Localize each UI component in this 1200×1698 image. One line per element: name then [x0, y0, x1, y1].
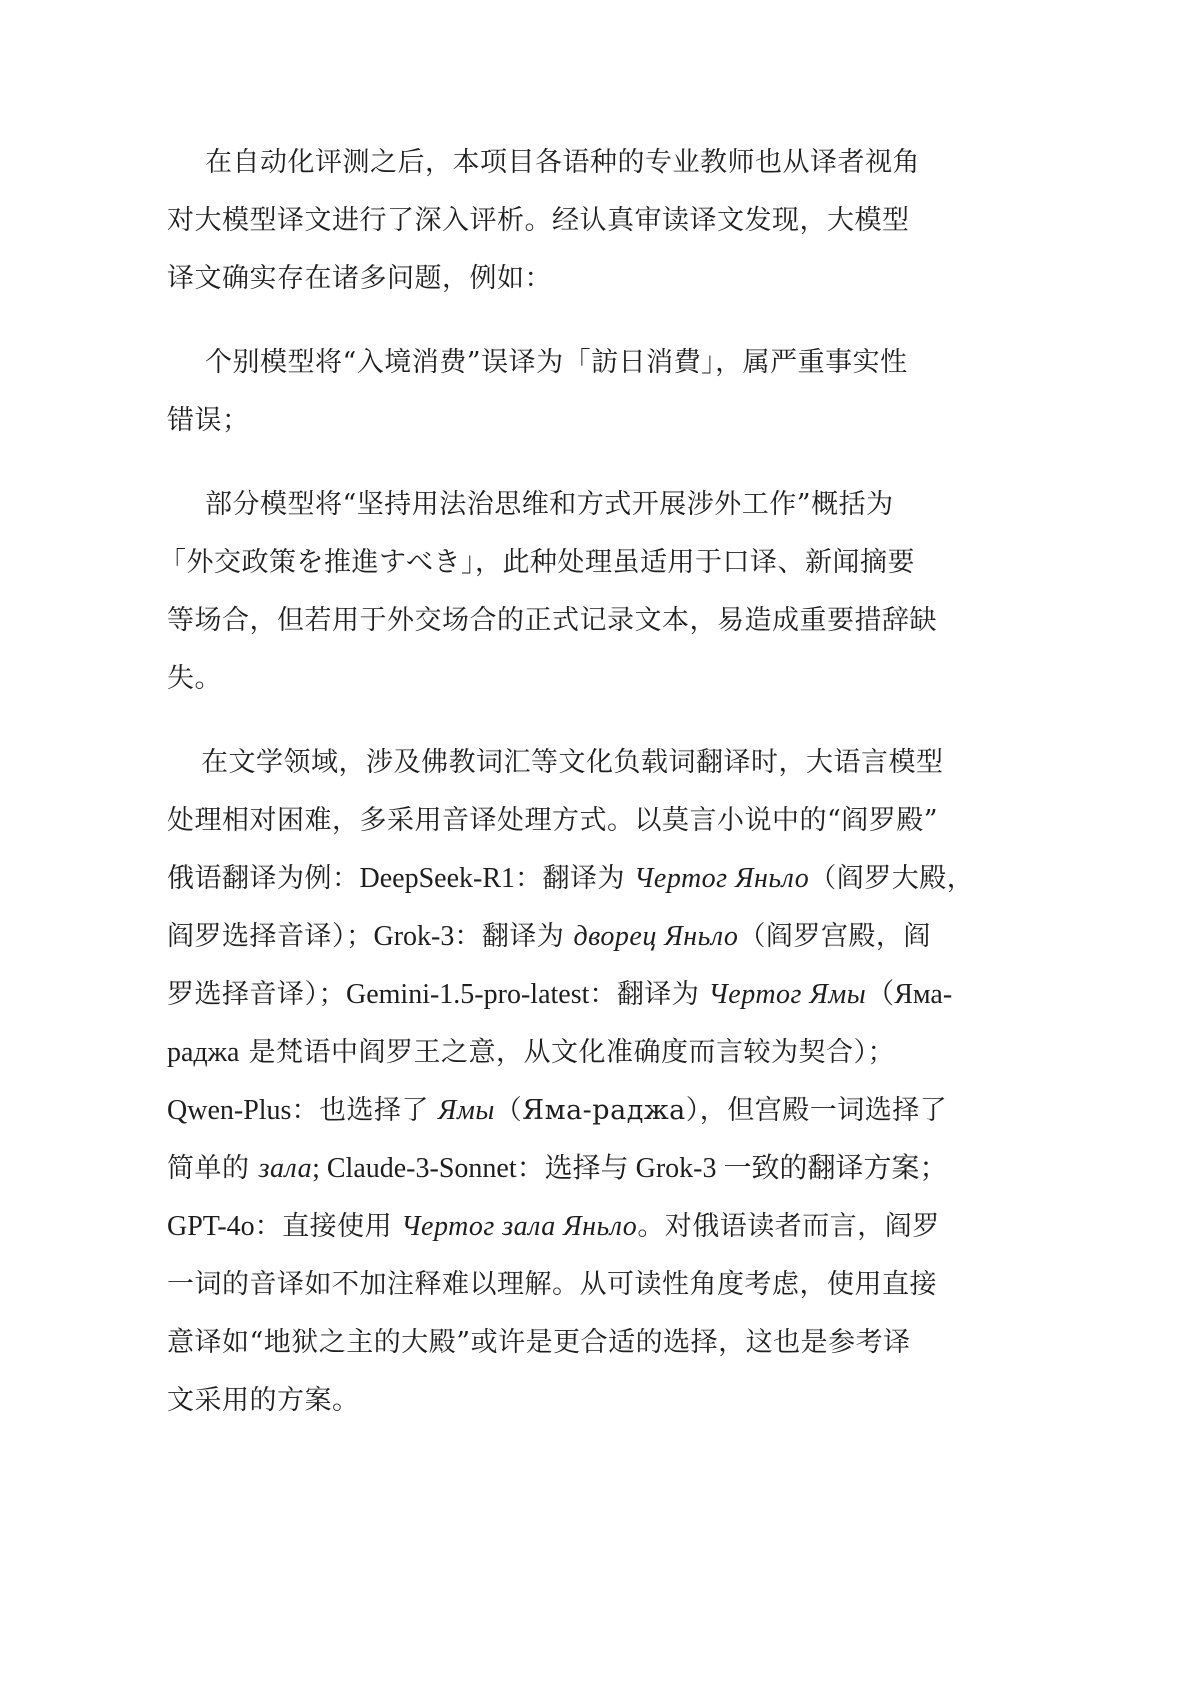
paragraph-4-line-9 [167, 1207, 940, 1247]
russian-term: раджа [167, 1037, 240, 1068]
text-segment: 是梵语中阎罗王之意，从文化准确度而言较为契合）； [239, 1037, 896, 1068]
text-segment: 俄语翻译为例： [167, 863, 360, 894]
paragraph-3-line-4: 失。 [167, 663, 222, 694]
paragraph-4-line-4 [167, 917, 931, 957]
russian-term: Чертог Ямы [708, 979, 867, 1010]
text-segment: 。对俄语读者而言，阎罗 [637, 1211, 940, 1242]
text-segment: ; Claude-3-Sonnet：选择与 Grok-3 一致的翻译方案； [312, 1153, 948, 1184]
russian-term: Чертог зала Яньло [401, 1211, 638, 1242]
text-segment: ：翻译为 [454, 921, 574, 952]
paragraph-3-line-2: 「外交政策を推進すべき」，此种处理虽适用于口译、新闻摘要 [159, 547, 915, 578]
paragraph-3-line-1: 部分模型将“坚持用法治思维和方式开展涉外工作”概括为 [205, 489, 894, 520]
paragraph-2-line-1: 个别模型将“入境消费”误译为「訪日消費」，属严重事实性 [205, 347, 908, 378]
model-name: Gemini-1.5-pro-latest [346, 979, 590, 1010]
model-name: DeepSeek-R1 [359, 863, 516, 894]
russian-term: зала [258, 1153, 313, 1184]
text-segment: 罗选择音译）； [167, 979, 346, 1010]
russian-term: Ямы [438, 1095, 495, 1126]
text-segment: （Яма-раджа），但宫殿一词选择了 [494, 1095, 948, 1126]
text-segment: （Яма- [866, 979, 953, 1010]
text-segment: 阎罗选择音译）； [167, 921, 374, 952]
paragraph-4-line-12: 文采用的方案。 [167, 1385, 360, 1416]
paragraph-4-line-1: 在文学领域，涉及佛教词汇等文化负载词翻译时，大语言模型 [201, 747, 944, 778]
paragraph-4-line-6 [167, 1033, 895, 1073]
paragraph-4-line-7 [167, 1091, 947, 1131]
paragraph-4-line-5 [167, 975, 952, 1015]
paragraph-1-line-1: 在自动化评测之后，本项目各语种的专业教师也从译者视角 [205, 147, 920, 178]
text-segment: ：也选择了 [291, 1095, 439, 1126]
paragraph-1-line-2: 对大模型译文进行了深入评析。经认真审读译文发现，大模型 [167, 205, 910, 236]
text-segment: ：翻译为 [589, 979, 709, 1010]
paragraph-4-line-2: 处理相对困难，多采用音译处理方式。以莫言小说中的“阎罗殿” [167, 805, 939, 836]
model-name: Grok-3 [373, 921, 455, 952]
paragraph-4-line-10: 一词的音译如不加注释难以理解。从可读性角度考虑，使用直接 [167, 1269, 937, 1300]
paragraph-1-line-3: 译文确实存在诸多问题，例如： [167, 263, 552, 294]
text-segment: （阎罗大殿， [809, 863, 975, 894]
text-segment: （阎罗宫殿，阎 [738, 921, 931, 952]
russian-term: Чертог Яньло [634, 863, 810, 894]
paragraph-4-line-8 [167, 1149, 947, 1189]
text-segment: ：翻译为 [515, 863, 635, 894]
text-segment: ：直接使用 [254, 1211, 402, 1242]
paragraph-4-line-3 [167, 859, 974, 899]
paragraph-2-line-2: 错误； [167, 405, 250, 436]
paragraph-4-line-11: 意译如“地狱之主的大殿”或许是更合适的选择，这也是参考译 [167, 1327, 911, 1358]
model-name: GPT-4o [167, 1211, 255, 1242]
paragraph-3-line-3: 等场合，但若用于外交场合的正式记录文本，易造成重要措辞缺 [167, 605, 937, 636]
text-segment: 简单的 [167, 1153, 259, 1184]
russian-term: дворец Яньло [573, 921, 739, 952]
model-name: Qwen-Plus [167, 1095, 292, 1126]
